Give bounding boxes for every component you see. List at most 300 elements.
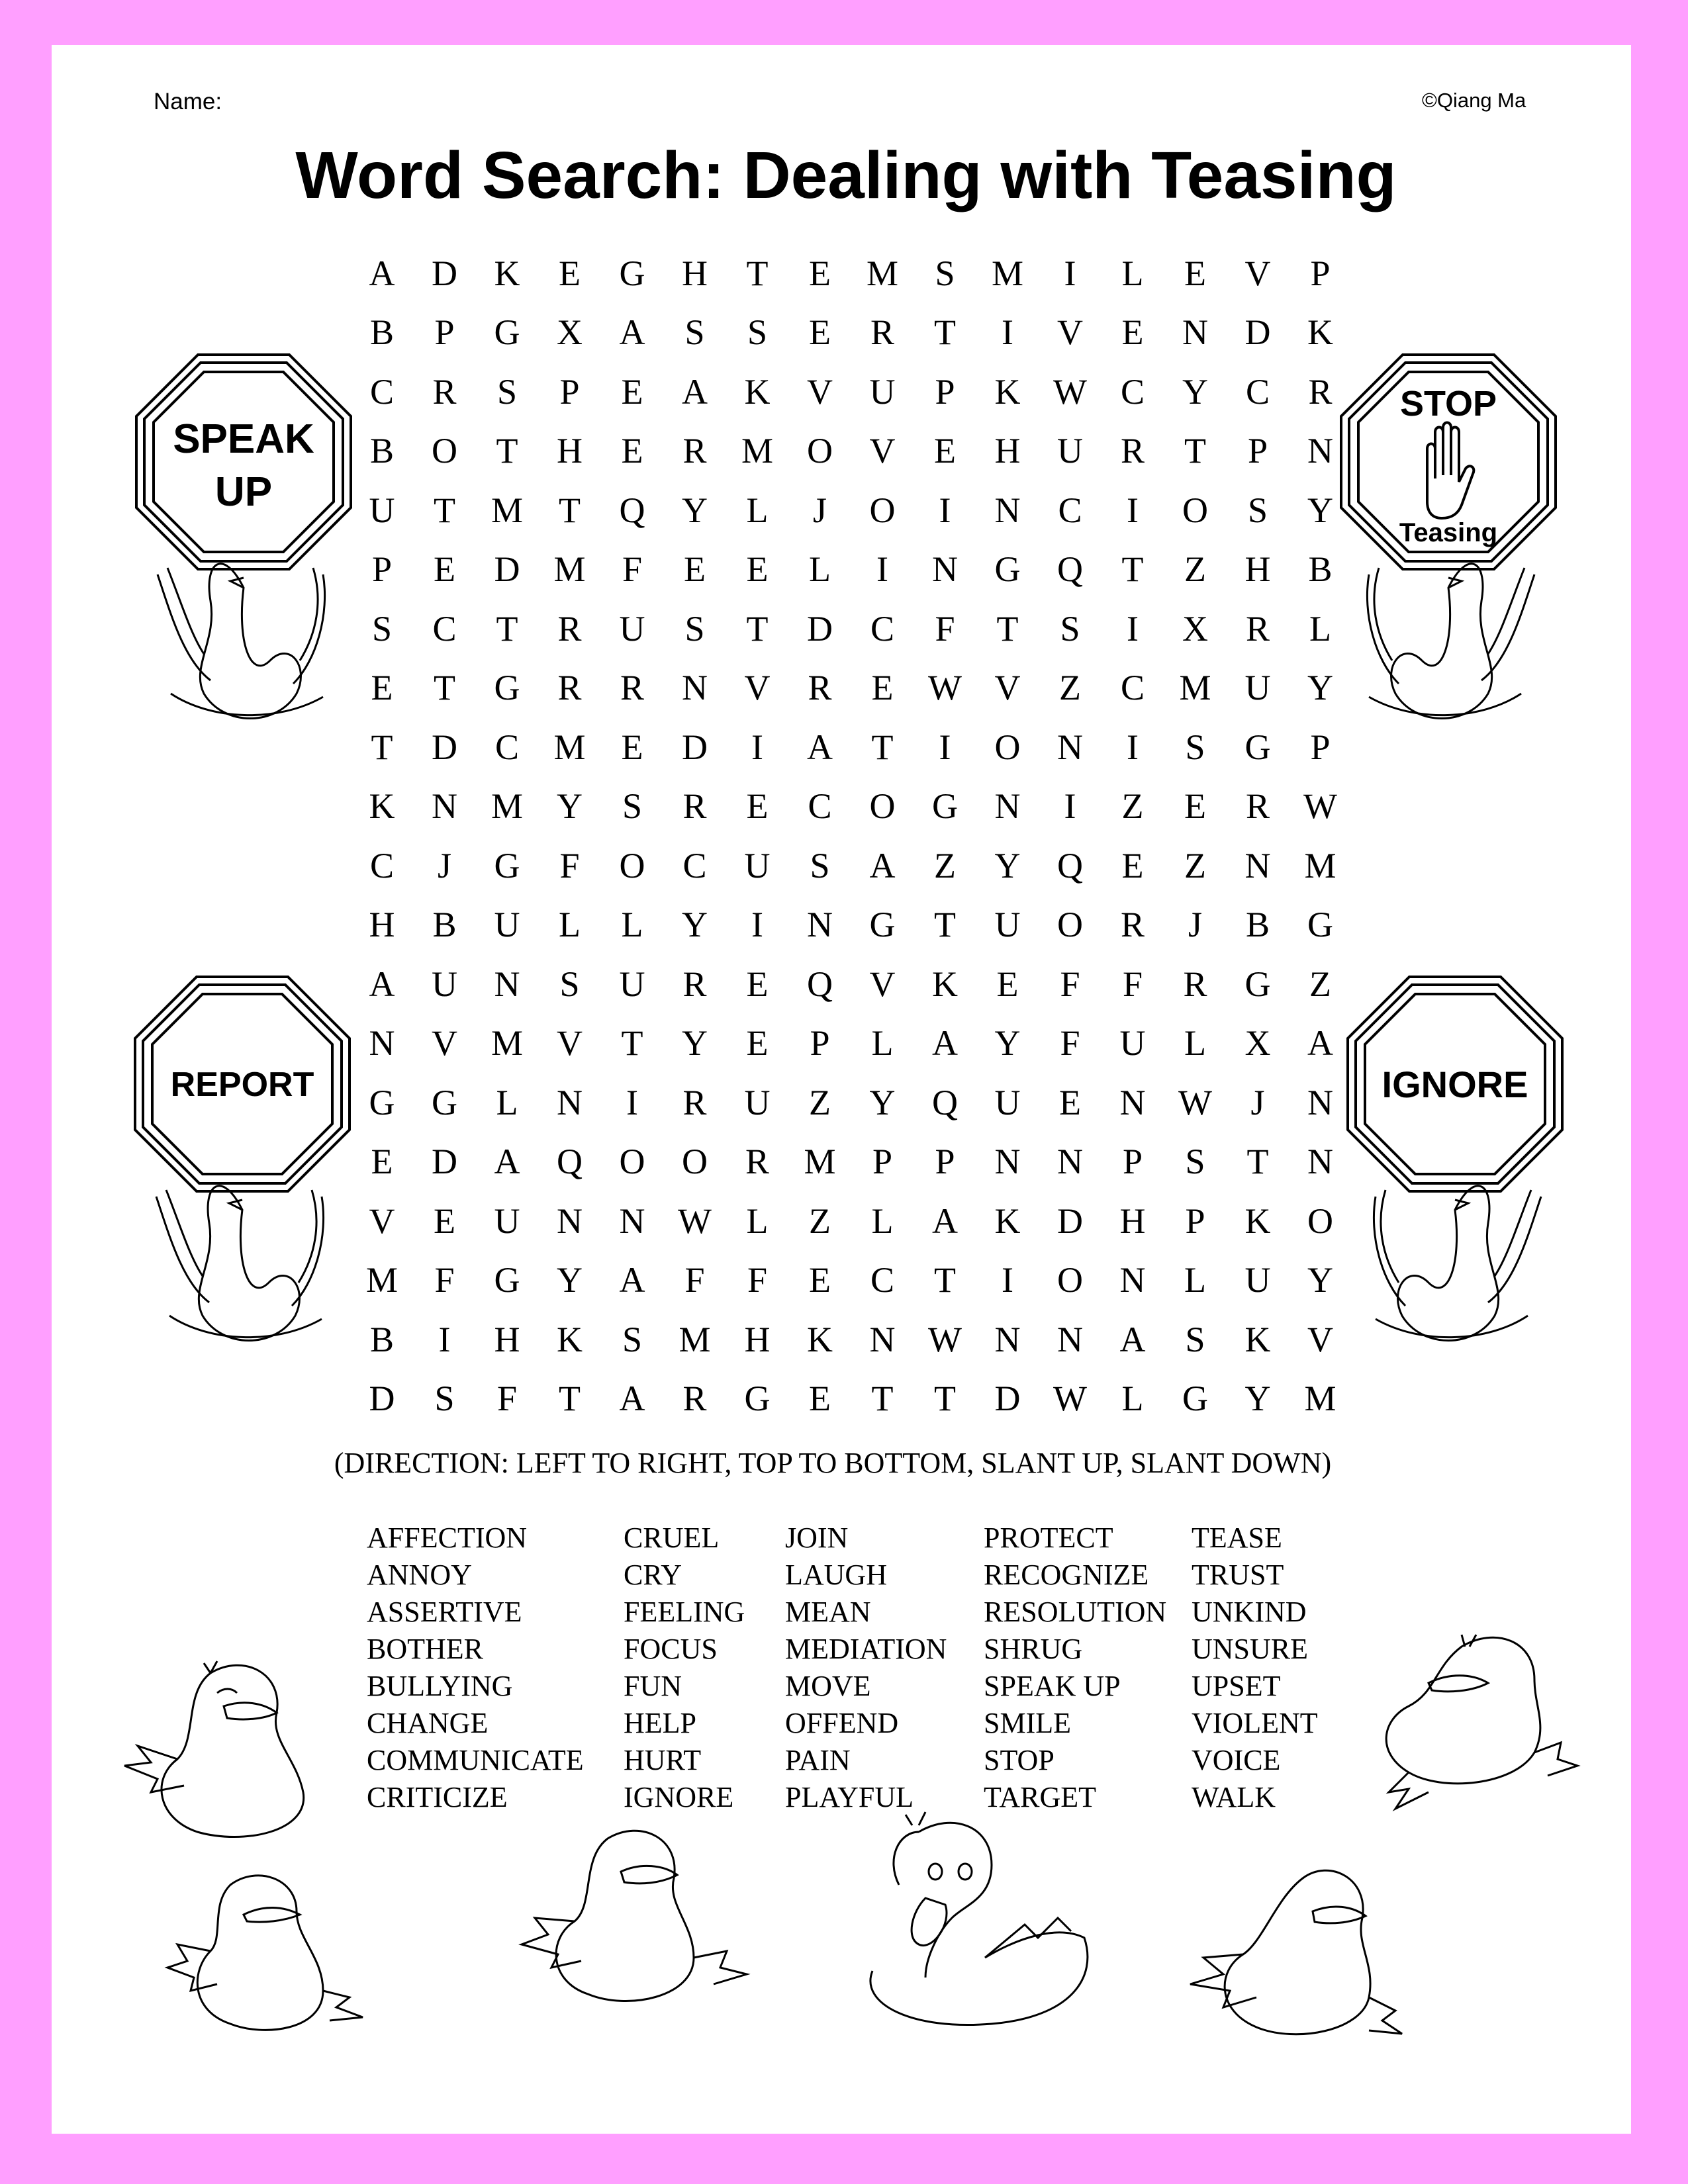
grid-letter[interactable]: M <box>1304 1379 1336 1418</box>
grid-letter[interactable]: U <box>494 1201 520 1241</box>
grid-letter[interactable]: I <box>1127 608 1139 649</box>
grid-letter[interactable]: H <box>557 431 583 471</box>
grid-letter[interactable]: K <box>557 1319 583 1359</box>
grid-letter[interactable]: M <box>1179 668 1211 707</box>
grid-letter[interactable]: T <box>934 1379 956 1418</box>
grid-letter[interactable]: G <box>432 1082 457 1122</box>
grid-letter[interactable]: O <box>869 490 896 530</box>
grid-letter[interactable]: L <box>871 1023 894 1063</box>
grid-letter[interactable]: V <box>432 1023 457 1063</box>
grid-letter[interactable]: X <box>1182 608 1208 649</box>
grid-letter[interactable]: D <box>369 1379 395 1418</box>
grid-letter[interactable]: F <box>622 549 643 589</box>
grid-letter[interactable]: F <box>1060 964 1080 1004</box>
grid-letter[interactable]: T <box>1184 431 1206 471</box>
grid-letter[interactable]: N <box>1244 845 1271 886</box>
grid-letter[interactable]: L <box>746 490 769 530</box>
grid-letter[interactable]: P <box>371 549 393 589</box>
grid-letter[interactable]: N <box>1057 1142 1083 1181</box>
grid-letter[interactable]: H <box>1244 549 1271 589</box>
grid-letter[interactable]: A <box>807 727 833 767</box>
grid-letter[interactable]: H <box>682 253 708 293</box>
grid-letter[interactable]: W <box>1303 786 1337 826</box>
grid-letter[interactable]: Y <box>1307 490 1333 530</box>
grid-letter[interactable]: P <box>1247 431 1268 471</box>
grid-letter[interactable]: I <box>876 549 888 589</box>
grid-letter[interactable]: G <box>494 312 520 352</box>
grid-letter[interactable]: N <box>557 1201 583 1241</box>
grid-letter[interactable]: R <box>682 1379 707 1418</box>
grid-letter[interactable]: Y <box>1307 668 1333 707</box>
grid-letter[interactable]: C <box>494 727 520 767</box>
grid-letter[interactable]: U <box>432 964 457 1004</box>
grid-letter[interactable]: F <box>1122 964 1143 1004</box>
grid-letter[interactable]: N <box>1307 431 1333 471</box>
grid-letter[interactable]: C <box>432 608 457 649</box>
grid-letter[interactable]: P <box>935 371 955 412</box>
grid-letter[interactable]: G <box>1244 964 1271 1004</box>
grid-letter[interactable]: P <box>935 1142 955 1181</box>
grid-letter[interactable]: S <box>810 845 830 886</box>
grid-letter[interactable]: Y <box>557 786 583 826</box>
grid-letter[interactable]: T <box>496 608 518 649</box>
grid-letter[interactable]: R <box>1308 371 1333 412</box>
grid-letter[interactable]: G <box>932 786 958 826</box>
grid-letter[interactable]: H <box>369 905 395 944</box>
grid-letter[interactable]: M <box>804 1142 836 1181</box>
grid-letter[interactable]: G <box>619 253 645 293</box>
grid-letter[interactable]: M <box>679 1319 711 1359</box>
grid-letter[interactable]: Z <box>1184 845 1206 886</box>
grid-letter[interactable]: K <box>744 371 771 412</box>
grid-letter[interactable]: Y <box>682 490 708 530</box>
grid-letter[interactable]: G <box>1244 727 1271 767</box>
grid-letter[interactable]: L <box>1184 1260 1206 1300</box>
grid-letter[interactable]: J <box>1250 1082 1265 1122</box>
grid-letter[interactable]: T <box>559 1379 581 1418</box>
grid-letter[interactable]: G <box>369 1082 395 1122</box>
grid-letter[interactable]: L <box>1121 253 1144 293</box>
grid-letter[interactable]: E <box>1184 253 1206 293</box>
grid-letter[interactable]: T <box>746 608 769 649</box>
grid-letter[interactable]: V <box>369 1201 395 1241</box>
grid-letter[interactable]: D <box>682 727 708 767</box>
grid-letter[interactable]: Y <box>869 1082 896 1122</box>
grid-letter[interactable]: O <box>994 727 1021 767</box>
grid-letter[interactable]: E <box>934 431 956 471</box>
grid-letter[interactable]: O <box>432 431 457 471</box>
grid-letter[interactable]: N <box>994 786 1021 826</box>
grid-letter[interactable]: I <box>1127 490 1139 530</box>
grid-letter[interactable]: V <box>869 431 896 471</box>
grid-letter[interactable]: T <box>746 253 769 293</box>
grid-letter[interactable]: Z <box>934 845 956 886</box>
grid-letter[interactable]: G <box>1182 1379 1208 1418</box>
grid-letter[interactable]: E <box>809 312 831 352</box>
grid-letter[interactable]: S <box>935 253 955 293</box>
grid-letter[interactable]: H <box>744 1319 771 1359</box>
grid-letter[interactable]: W <box>928 1319 962 1359</box>
grid-letter[interactable]: E <box>871 668 894 707</box>
grid-letter[interactable]: Z <box>1121 786 1144 826</box>
grid-letter[interactable]: E <box>1121 845 1144 886</box>
grid-letter[interactable]: S <box>684 312 705 352</box>
grid-letter[interactable]: I <box>1064 786 1076 826</box>
grid-letter[interactable]: R <box>557 668 582 707</box>
grid-letter[interactable]: S <box>1185 1142 1205 1181</box>
grid-letter[interactable]: A <box>369 253 395 293</box>
grid-letter[interactable]: E <box>746 786 769 826</box>
grid-letter[interactable]: N <box>807 905 833 944</box>
grid-letter[interactable]: S <box>371 608 393 649</box>
grid-letter[interactable]: K <box>1244 1319 1271 1359</box>
grid-letter[interactable]: E <box>809 1260 831 1300</box>
grid-letter[interactable]: S <box>622 1319 643 1359</box>
grid-letter[interactable]: U <box>869 371 896 412</box>
grid-letter[interactable]: R <box>870 312 895 352</box>
grid-letter[interactable]: Z <box>809 1082 831 1122</box>
grid-letter[interactable]: N <box>994 1319 1021 1359</box>
grid-letter[interactable]: P <box>1310 727 1331 767</box>
grid-letter[interactable]: S <box>1060 608 1080 649</box>
grid-letter[interactable]: L <box>809 549 831 589</box>
grid-letter[interactable]: O <box>1057 905 1083 944</box>
grid-letter[interactable]: U <box>619 964 645 1004</box>
grid-letter[interactable]: T <box>934 1260 956 1300</box>
grid-letter[interactable]: R <box>808 668 832 707</box>
grid-letter[interactable]: E <box>559 253 581 293</box>
grid-letter[interactable]: N <box>1182 312 1208 352</box>
grid-letter[interactable]: X <box>1244 1023 1271 1063</box>
grid-letter[interactable]: R <box>682 786 707 826</box>
grid-letter[interactable]: E <box>371 1142 393 1181</box>
grid-letter[interactable]: R <box>1183 964 1207 1004</box>
grid-letter[interactable]: S <box>622 786 643 826</box>
grid-letter[interactable]: A <box>682 371 708 412</box>
grid-letter[interactable]: D <box>807 608 833 649</box>
grid-letter[interactable]: K <box>932 964 958 1004</box>
grid-letter[interactable]: D <box>1057 1201 1083 1241</box>
grid-letter[interactable]: M <box>553 549 586 589</box>
grid-letter[interactable]: N <box>1307 1082 1333 1122</box>
grid-letter[interactable]: V <box>869 964 896 1004</box>
grid-letter[interactable]: N <box>432 786 457 826</box>
grid-letter[interactable]: R <box>682 431 707 471</box>
grid-letter[interactable]: Q <box>1057 845 1083 886</box>
grid-letter[interactable]: A <box>869 845 896 886</box>
grid-letter[interactable]: I <box>751 727 763 767</box>
grid-letter[interactable]: D <box>994 1379 1021 1418</box>
grid-letter[interactable]: T <box>621 1023 643 1063</box>
grid-letter[interactable]: Y <box>557 1260 583 1300</box>
grid-letter[interactable]: N <box>994 490 1021 530</box>
grid-letter[interactable]: T <box>1121 549 1144 589</box>
grid-letter[interactable]: B <box>432 905 457 944</box>
grid-letter[interactable]: G <box>494 1260 520 1300</box>
grid-letter[interactable]: A <box>1307 1023 1333 1063</box>
grid-letter[interactable]: C <box>1120 371 1145 412</box>
grid-letter[interactable]: A <box>619 312 645 352</box>
grid-letter[interactable]: N <box>619 1201 645 1241</box>
grid-letter[interactable]: S <box>1185 727 1205 767</box>
grid-letter[interactable]: R <box>1245 786 1270 826</box>
grid-letter[interactable]: O <box>869 786 896 826</box>
grid-letter[interactable]: D <box>432 253 457 293</box>
grid-letter[interactable]: U <box>1244 668 1271 707</box>
grid-letter[interactable]: Y <box>682 905 708 944</box>
grid-letter[interactable]: T <box>559 490 581 530</box>
grid-letter[interactable]: C <box>682 845 707 886</box>
grid-letter[interactable]: I <box>626 1082 638 1122</box>
grid-letter[interactable]: V <box>994 668 1021 707</box>
grid-letter[interactable]: I <box>939 490 951 530</box>
grid-letter[interactable]: G <box>494 845 520 886</box>
grid-letter[interactable]: T <box>871 727 894 767</box>
grid-letter[interactable]: Y <box>1182 371 1208 412</box>
grid-letter[interactable]: L <box>1184 1023 1206 1063</box>
grid-letter[interactable]: X <box>557 312 583 352</box>
grid-letter[interactable]: I <box>1002 312 1013 352</box>
grid-letter[interactable]: F <box>434 1260 455 1300</box>
grid-letter[interactable]: B <box>1245 905 1270 944</box>
grid-letter[interactable]: I <box>751 905 763 944</box>
grid-letter[interactable]: N <box>1057 1319 1083 1359</box>
grid-letter[interactable]: C <box>369 371 395 412</box>
grid-letter[interactable]: J <box>1188 905 1202 944</box>
grid-letter[interactable]: Q <box>557 1142 583 1181</box>
grid-letter[interactable]: U <box>494 905 520 944</box>
grid-letter[interactable]: R <box>620 668 645 707</box>
grid-letter[interactable]: U <box>369 490 395 530</box>
grid-letter[interactable]: P <box>872 1142 893 1181</box>
grid-letter[interactable]: V <box>1057 312 1083 352</box>
grid-letter[interactable]: A <box>619 1379 645 1418</box>
grid-letter[interactable]: M <box>866 253 898 293</box>
grid-letter[interactable]: E <box>809 253 831 293</box>
grid-letter[interactable]: N <box>869 1319 896 1359</box>
grid-letter[interactable]: Q <box>807 964 833 1004</box>
grid-letter[interactable]: E <box>621 431 643 471</box>
grid-letter[interactable]: E <box>996 964 1019 1004</box>
grid-letter[interactable]: W <box>1053 371 1087 412</box>
grid-letter[interactable]: W <box>928 668 962 707</box>
grid-letter[interactable]: F <box>559 845 580 886</box>
grid-letter[interactable]: A <box>932 1201 958 1241</box>
grid-letter[interactable]: E <box>746 1023 769 1063</box>
grid-letter[interactable]: Q <box>619 490 645 530</box>
grid-letter[interactable]: R <box>432 371 457 412</box>
grid-letter[interactable]: T <box>934 905 956 944</box>
grid-letter[interactable]: R <box>1120 905 1145 944</box>
grid-letter[interactable]: E <box>809 1379 831 1418</box>
grid-letter[interactable]: M <box>741 431 773 471</box>
grid-letter[interactable]: V <box>1307 1319 1333 1359</box>
grid-letter[interactable]: C <box>870 1260 895 1300</box>
grid-letter[interactable]: E <box>746 964 769 1004</box>
grid-letter[interactable]: E <box>1184 786 1206 826</box>
grid-letter[interactable]: R <box>745 1142 770 1181</box>
grid-letter[interactable]: J <box>812 490 827 530</box>
grid-letter[interactable]: L <box>621 905 643 944</box>
grid-letter[interactable]: C <box>1120 668 1145 707</box>
grid-letter[interactable]: B <box>369 1319 395 1359</box>
grid-letter[interactable]: N <box>994 1142 1021 1181</box>
grid-letter[interactable]: Q <box>932 1082 958 1122</box>
grid-letter[interactable]: U <box>744 1082 771 1122</box>
grid-letter[interactable]: M <box>1304 845 1336 886</box>
grid-letter[interactable]: P <box>1122 1142 1143 1181</box>
grid-letter[interactable]: U <box>1244 1260 1271 1300</box>
grid-letter[interactable]: M <box>991 253 1023 293</box>
grid-letter[interactable]: S <box>434 1379 455 1418</box>
grid-letter[interactable]: K <box>994 371 1021 412</box>
grid-letter[interactable]: U <box>619 608 645 649</box>
grid-letter[interactable]: U <box>994 905 1021 944</box>
grid-letter[interactable]: M <box>491 786 523 826</box>
grid-letter[interactable]: I <box>1127 727 1139 767</box>
grid-letter[interactable]: P <box>559 371 580 412</box>
grid-letter[interactable]: T <box>871 1379 894 1418</box>
grid-letter[interactable]: P <box>434 312 455 352</box>
grid-letter[interactable]: Z <box>1309 964 1331 1004</box>
grid-letter[interactable]: A <box>1119 1319 1146 1359</box>
grid-letter[interactable]: E <box>1121 312 1144 352</box>
grid-letter[interactable]: J <box>437 845 451 886</box>
grid-letter[interactable]: L <box>746 1201 769 1241</box>
grid-letter[interactable]: I <box>1064 253 1076 293</box>
grid-letter[interactable]: F <box>1060 1023 1080 1063</box>
grid-letter[interactable]: P <box>1310 253 1331 293</box>
grid-letter[interactable]: Y <box>682 1023 708 1063</box>
grid-letter[interactable]: B <box>369 312 395 352</box>
grid-letter[interactable]: T <box>496 431 518 471</box>
grid-letter[interactable]: Q <box>1057 549 1083 589</box>
grid-letter[interactable]: K <box>807 1319 833 1359</box>
grid-letter[interactable]: P <box>810 1023 830 1063</box>
grid-letter[interactable]: N <box>932 549 958 589</box>
grid-letter[interactable]: E <box>684 549 706 589</box>
grid-letter[interactable]: R <box>557 608 582 649</box>
grid-letter[interactable]: H <box>494 1319 520 1359</box>
grid-letter[interactable]: O <box>1307 1201 1333 1241</box>
grid-letter[interactable]: Z <box>1059 668 1081 707</box>
grid-letter[interactable]: B <box>1308 549 1333 589</box>
grid-letter[interactable]: N <box>1119 1082 1146 1122</box>
grid-letter[interactable]: F <box>935 608 955 649</box>
grid-letter[interactable]: M <box>491 1023 523 1063</box>
grid-letter[interactable]: V <box>744 668 771 707</box>
grid-letter[interactable]: F <box>684 1260 705 1300</box>
grid-letter[interactable]: O <box>682 1142 708 1181</box>
grid-letter[interactable]: N <box>494 964 520 1004</box>
grid-letter[interactable]: T <box>434 490 455 530</box>
grid-letter[interactable]: S <box>1247 490 1268 530</box>
grid-letter[interactable]: R <box>682 964 707 1004</box>
grid-letter[interactable]: K <box>1244 1201 1271 1241</box>
grid-letter[interactable]: M <box>553 727 586 767</box>
grid-letter[interactable]: U <box>1057 431 1083 471</box>
grid-letter[interactable]: C <box>870 608 895 649</box>
grid-letter[interactable]: D <box>432 1142 457 1181</box>
grid-letter[interactable]: M <box>365 1260 398 1300</box>
grid-letter[interactable]: D <box>432 727 457 767</box>
grid-letter[interactable]: S <box>496 371 518 412</box>
grid-letter[interactable]: Y <box>1244 1379 1271 1418</box>
grid-letter[interactable]: Y <box>994 1023 1021 1063</box>
grid-letter[interactable]: E <box>434 549 455 589</box>
grid-letter[interactable]: L <box>871 1201 894 1241</box>
grid-letter[interactable]: G <box>1307 905 1333 944</box>
grid-letter[interactable]: C <box>808 786 832 826</box>
grid-letter[interactable]: T <box>934 312 956 352</box>
grid-letter[interactable]: N <box>369 1023 395 1063</box>
grid-letter[interactable]: O <box>1182 490 1208 530</box>
grid-letter[interactable]: D <box>1244 312 1271 352</box>
grid-letter[interactable]: W <box>1178 1082 1212 1122</box>
grid-letter[interactable]: A <box>369 964 395 1004</box>
grid-letter[interactable]: E <box>621 371 643 412</box>
grid-letter[interactable]: S <box>747 312 768 352</box>
grid-letter[interactable]: M <box>491 490 523 530</box>
grid-letter[interactable]: L <box>559 905 581 944</box>
grid-letter[interactable]: K <box>369 786 395 826</box>
grid-letter[interactable]: R <box>682 1082 707 1122</box>
grid-letter[interactable]: B <box>369 431 395 471</box>
grid-letter[interactable]: E <box>621 727 643 767</box>
grid-letter[interactable]: I <box>939 727 951 767</box>
grid-letter[interactable]: O <box>619 1142 645 1181</box>
grid-letter[interactable]: H <box>1119 1201 1146 1241</box>
grid-letter[interactable]: A <box>932 1023 958 1063</box>
grid-letter[interactable]: U <box>744 845 771 886</box>
grid-letter[interactable]: K <box>494 253 520 293</box>
grid-letter[interactable]: N <box>1057 727 1083 767</box>
grid-letter[interactable]: H <box>994 431 1021 471</box>
grid-letter[interactable]: Y <box>994 845 1021 886</box>
grid-letter[interactable]: N <box>1119 1260 1146 1300</box>
grid-letter[interactable]: G <box>994 549 1021 589</box>
grid-letter[interactable]: G <box>744 1379 771 1418</box>
grid-letter[interactable]: E <box>1059 1082 1081 1122</box>
grid-letter[interactable]: A <box>619 1260 645 1300</box>
grid-letter[interactable]: T <box>1246 1142 1269 1181</box>
grid-letter[interactable]: C <box>1058 490 1082 530</box>
grid-letter[interactable]: C <box>1245 371 1270 412</box>
grid-letter[interactable]: Z <box>809 1201 831 1241</box>
grid-letter[interactable]: K <box>1307 312 1333 352</box>
grid-letter[interactable]: U <box>1119 1023 1146 1063</box>
grid-letter[interactable]: R <box>1120 431 1145 471</box>
grid-letter[interactable]: L <box>496 1082 518 1122</box>
grid-letter[interactable]: K <box>994 1201 1021 1241</box>
grid-letter[interactable]: C <box>369 845 395 886</box>
grid-letter[interactable]: S <box>559 964 580 1004</box>
grid-letter[interactable]: T <box>371 727 393 767</box>
grid-letter[interactable]: O <box>1057 1260 1083 1300</box>
grid-letter[interactable]: D <box>494 549 520 589</box>
grid-letter[interactable]: P <box>1185 1201 1205 1241</box>
grid-letter[interactable]: I <box>1002 1260 1013 1300</box>
grid-letter[interactable]: L <box>1121 1379 1144 1418</box>
grid-letter[interactable]: S <box>1185 1319 1205 1359</box>
grid-letter[interactable]: Y <box>1307 1260 1333 1300</box>
grid-letter[interactable]: W <box>1053 1379 1087 1418</box>
grid-letter[interactable]: T <box>434 668 455 707</box>
grid-letter[interactable]: R <box>1245 608 1270 649</box>
grid-letter[interactable]: V <box>1244 253 1271 293</box>
grid-letter[interactable]: G <box>494 668 520 707</box>
grid-letter[interactable]: V <box>557 1023 583 1063</box>
